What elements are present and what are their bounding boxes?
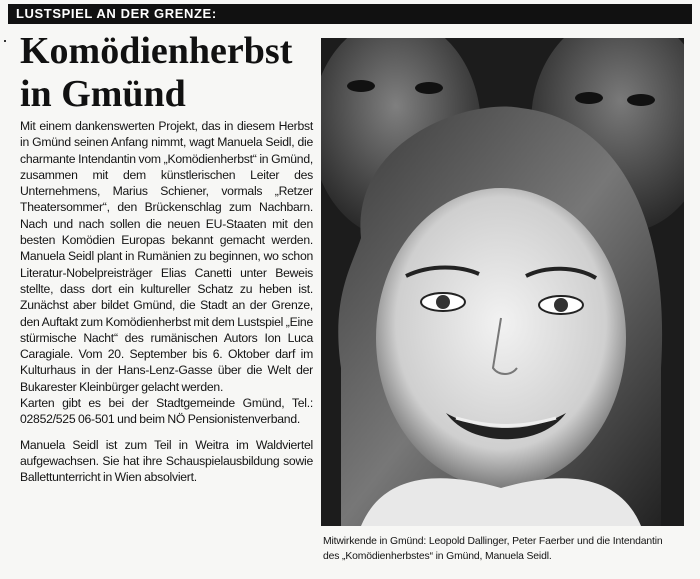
photo-caption bbox=[323, 534, 693, 564]
caption-line-2: des „Komödienherbstes“ in Gmünd, Manuela Seidl. bbox=[323, 551, 552, 562]
headline-line-2: in Gmünd bbox=[20, 73, 186, 115]
photo-illustration bbox=[321, 38, 684, 526]
article-photo bbox=[321, 38, 684, 526]
kicker-bar bbox=[8, 4, 692, 24]
kicker-label: LUSTSPIEL AN DER GRENZE: bbox=[16, 6, 217, 21]
caption-line-1: Mitwirkende in Gmünd: Leopold Dallinger, Peter Faerber und die Intendantin bbox=[323, 536, 663, 547]
article-body bbox=[20, 118, 313, 486]
print-speck bbox=[4, 40, 6, 42]
body-paragraph-main: Mit einem dankenswerten Projekt, das in diesem Herbst in Gmünd seinen Anfang nimmt, wagt Manuela Seidl, die charmante Intendantin vom „Komödienherbst“ in Gmünd, zusammen mit dem künstlerischen Leiter des Unternehmens, Marius Schiener, vormals „Retzer Theatersommer“, den Brückenschlag zum Nachbarn. Nach und nach sollen die neuen EU-Staaten mit den besten Komödien Europas bekannt gemacht werden. Manuela Seidl plant in Rumänien zu beginnen, wo schon Literatur-Nobelpreisträger Elias Canetti unter Beweis stellte, dass dort ein kultureller Schatz zu heben ist. Zunächst aber bildet Gmünd, die Stadt an der Grenze, den Auftakt zum Komödienherbst mit dem Lustspiel „Eine stürmische Nacht“ des rumänischen Autors Ion Luca Caragiale. Vom 20. September bis 6. Oktober darf im Kulturhaus in der Hans-Lenz-Gasse über die Welt der Bukarester Kleinbürger gelacht werden. bbox=[20, 119, 313, 394]
body-paragraph-bio: Manuela Seidl ist zum Teil in Weitra im Waldviertel aufgewachsen. Sie hat ihre Schauspielausbildung sowie Ballettunterricht in Wien absolviert. bbox=[20, 437, 313, 485]
headline-line-1: Komödienherbst bbox=[20, 30, 293, 72]
body-paragraph-tickets: Karten gibt es bei der Stadtgemeinde Gmünd, Tel.: 02852/525 06-501 und beim NÖ Pensionistenverband. bbox=[20, 396, 313, 427]
article-headline bbox=[20, 30, 320, 116]
